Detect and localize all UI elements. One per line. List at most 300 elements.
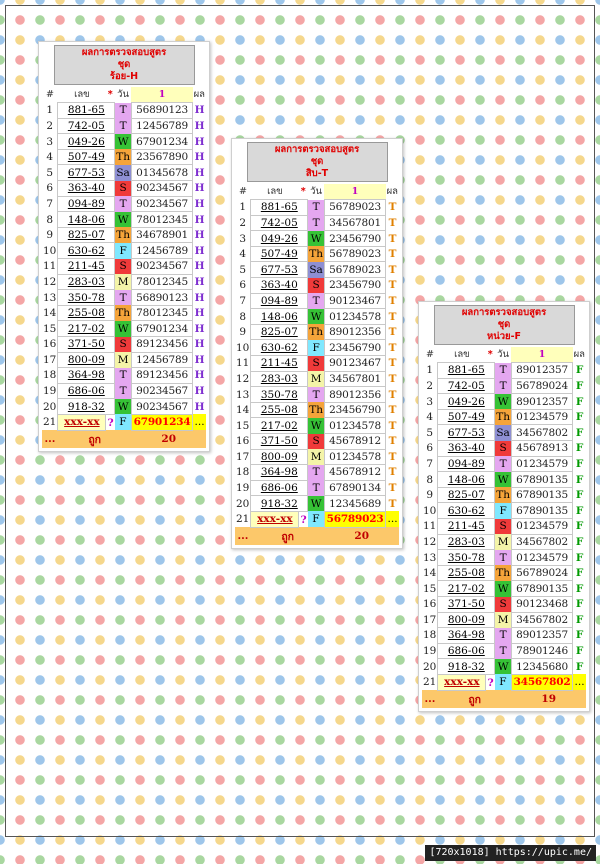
table-row (42, 149, 206, 165)
row-day: M (115, 274, 132, 290)
row-digits: 56789023 (324, 246, 385, 262)
row-day: T (495, 643, 512, 659)
row-digits: 67890135 (511, 487, 572, 503)
row-day: S (495, 597, 512, 613)
prediction-digits: 56789023 (324, 511, 385, 527)
row-number-link[interactable]: 211-45 (251, 356, 308, 372)
row-index: 16 (236, 435, 250, 448)
row-day: T (308, 387, 325, 403)
row-index: 20 (423, 660, 437, 673)
col-index-header: # (42, 87, 58, 103)
row-number-link[interactable]: 363-40 (58, 181, 115, 197)
row-digits: 56890123 (131, 103, 192, 119)
row-index: 10 (43, 244, 57, 257)
row-index: 8 (46, 213, 54, 226)
row-digits: 56789023 (324, 262, 385, 278)
row-number-link[interactable]: 825-07 (251, 324, 308, 340)
row-result: H (194, 369, 205, 382)
table-row (42, 368, 206, 384)
row-result: F (575, 613, 584, 626)
row-day: W (495, 581, 512, 597)
row-index: 3 (46, 135, 54, 148)
row-digits: 67890134 (324, 480, 385, 496)
row-index: 6 (239, 279, 247, 292)
row-number-link[interactable]: 825-07 (58, 227, 115, 243)
row-index: 19 (236, 482, 250, 495)
col-one-header: 1 (131, 87, 192, 103)
row-index: 3 (239, 232, 247, 245)
row-digits: 78012345 (131, 212, 192, 228)
summary-row (235, 527, 399, 545)
row-number-link[interactable]: 364-98 (58, 368, 115, 384)
row-index: 17 (236, 450, 250, 463)
row-digits: 90234567 (131, 181, 192, 197)
table-row (422, 487, 586, 503)
row-index: 20 (43, 400, 57, 413)
col-day-header: วัน (495, 347, 512, 363)
col-index-header: # (422, 347, 438, 363)
row-result: T (388, 341, 397, 354)
row-index: 12 (236, 372, 250, 385)
row-number-link[interactable]: 507-49 (438, 409, 495, 425)
prediction-digits: 67901234 (131, 414, 192, 430)
row-number-link[interactable]: 363-40 (438, 441, 495, 457)
row-number-link[interactable]: 255-08 (251, 402, 308, 418)
row-result: H (194, 353, 205, 366)
row-index: 15 (43, 322, 57, 335)
row-digits: 67890135 (511, 581, 572, 597)
row-number-link[interactable]: 049-26 (58, 134, 115, 150)
row-number-link[interactable]: 686-06 (438, 643, 495, 659)
row-number-link[interactable]: 363-40 (251, 278, 308, 294)
table-row (42, 352, 206, 368)
row-result: T (388, 232, 397, 245)
row-day: S (495, 519, 512, 535)
col-day-header: วัน (308, 184, 325, 200)
row-digits: 90234567 (131, 196, 192, 212)
row-day: T (495, 628, 512, 644)
summary-dots: ... (422, 690, 438, 708)
row-number-link[interactable]: 686-06 (58, 383, 115, 399)
row-result: F (575, 426, 584, 439)
row-digits: 23456790 (324, 278, 385, 294)
row-index: 7 (426, 457, 434, 470)
row-result: H (194, 135, 205, 148)
row-result: H (194, 104, 205, 117)
row-number-link[interactable]: 211-45 (438, 519, 495, 535)
row-digits: 89123456 (131, 337, 192, 353)
row-number-link[interactable]: 918-32 (438, 659, 495, 675)
row-index: 13 (423, 551, 437, 564)
table-row (422, 628, 586, 644)
row-index: 5 (239, 263, 247, 276)
row-day: M (495, 612, 512, 628)
row-day: Th (116, 229, 130, 242)
card-set-name: หน่วย-F (486, 331, 522, 342)
row-number-link[interactable]: 094-89 (251, 293, 308, 309)
row-index: 14 (43, 307, 57, 320)
card-set-name: ร้อย-H (109, 71, 139, 82)
row-number-link[interactable]: 800-09 (438, 612, 495, 628)
row-digits: 89012356 (324, 324, 385, 340)
summary-dots: ... (235, 527, 251, 545)
row-digits: 01234579 (511, 409, 572, 425)
prediction-index: 21 (423, 676, 437, 689)
row-day: M (308, 449, 325, 465)
row-day: T (115, 383, 132, 399)
row-digits: 56789024 (511, 378, 572, 394)
row-result: T (388, 450, 397, 463)
prediction-number[interactable]: xxx-xx (251, 511, 299, 527)
row-number-link[interactable]: 049-26 (438, 394, 495, 410)
card-set-label: ชุด (497, 319, 511, 330)
row-day: S (495, 441, 512, 457)
row-result: H (194, 213, 205, 226)
row-result: F (575, 411, 584, 424)
row-number-link[interactable]: 686-06 (251, 480, 308, 496)
row-result: T (388, 294, 397, 307)
table-row (235, 480, 399, 496)
table-row (42, 321, 206, 337)
row-number-link[interactable]: 742-05 (438, 378, 495, 394)
row-day: T (308, 480, 325, 496)
row-digits: 90123468 (511, 597, 572, 613)
row-result: T (388, 310, 397, 323)
row-day: W (115, 399, 132, 415)
row-result: H (194, 385, 205, 398)
row-number-link[interactable]: 255-08 (58, 305, 115, 321)
row-day: S (115, 259, 132, 275)
row-index: 1 (46, 104, 54, 117)
row-result: F (575, 535, 584, 548)
row-digits: 12456789 (131, 352, 192, 368)
table-row (235, 465, 399, 481)
row-number-link[interactable]: 371-50 (438, 597, 495, 613)
row-index: 2 (426, 379, 434, 392)
row-digits: 34567802 (511, 534, 572, 550)
row-digits: 67901234 (131, 134, 192, 150)
row-number-link[interactable]: 677-53 (438, 425, 495, 441)
row-result: T (388, 435, 397, 448)
table-header-row (42, 87, 206, 103)
row-day: Sa (309, 263, 323, 276)
prediction-more: ... (574, 676, 585, 689)
row-day: W (495, 472, 512, 488)
row-number-link[interactable]: 881-65 (251, 200, 308, 216)
row-digits: 78012345 (131, 274, 192, 290)
row-day: Sa (116, 166, 130, 179)
col-one-header: 1 (511, 347, 572, 363)
row-number-link[interactable]: 742-05 (58, 118, 115, 134)
row-index: 9 (239, 326, 247, 339)
row-day: Sa (496, 426, 510, 439)
row-number-link[interactable]: 800-09 (58, 352, 115, 368)
prediction-day: F (115, 414, 132, 430)
row-result: F (575, 551, 584, 564)
table-header-row (422, 347, 586, 363)
row-number-link[interactable]: 217-02 (251, 418, 308, 434)
table-row (235, 449, 399, 465)
table-row (422, 472, 586, 488)
results-table (422, 347, 586, 708)
row-result: H (194, 166, 205, 179)
table-row (42, 181, 206, 197)
row-result: F (575, 629, 584, 642)
row-number-link[interactable]: 371-50 (251, 434, 308, 450)
card-set-label: ชุด (310, 156, 324, 167)
row-result: H (194, 229, 205, 242)
row-number-link[interactable]: 094-89 (58, 196, 115, 212)
row-number-link[interactable]: 283-03 (251, 371, 308, 387)
row-digits: 89012357 (511, 628, 572, 644)
prediction-index: 21 (236, 513, 250, 526)
row-digits: 67890135 (511, 472, 572, 488)
table-row (42, 290, 206, 306)
row-number-link[interactable]: 507-49 (58, 149, 115, 165)
row-number-link[interactable]: 364-98 (251, 465, 308, 481)
prediction-row (235, 511, 399, 527)
col-result-header: ผล (573, 347, 586, 363)
row-index: 11 (423, 520, 437, 533)
row-number-link[interactable]: 630-62 (251, 340, 308, 356)
row-number-link[interactable]: 881-65 (438, 363, 495, 379)
table-row (42, 383, 206, 399)
row-index: 2 (239, 216, 247, 229)
row-result: H (194, 400, 205, 413)
table-row (235, 278, 399, 294)
row-result: H (194, 275, 205, 288)
row-day: W (308, 496, 325, 512)
row-index: 2 (46, 119, 54, 132)
row-digits: 34567801 (324, 371, 385, 387)
row-number-link[interactable]: 350-78 (438, 550, 495, 566)
row-digits: 01234579 (511, 550, 572, 566)
row-number-link[interactable]: 364-98 (438, 628, 495, 644)
row-digits: 90234567 (131, 383, 192, 399)
col-star-header: * (486, 347, 495, 363)
row-digits: 01234579 (511, 519, 572, 535)
row-number-link[interactable]: 918-32 (251, 496, 308, 512)
row-index: 9 (426, 489, 434, 502)
prediction-index: 21 (43, 416, 57, 429)
prediction-row (422, 674, 586, 690)
row-digits: 12345680 (511, 659, 572, 675)
row-result: F (575, 364, 584, 377)
table-row (235, 246, 399, 262)
prediction-unknown-mark: ? (300, 513, 307, 526)
row-number-link[interactable]: 350-78 (58, 290, 115, 306)
row-day: F (495, 503, 512, 519)
row-index: 19 (43, 385, 57, 398)
row-index: 16 (43, 338, 57, 351)
row-result: F (575, 379, 584, 392)
table-row (235, 496, 399, 512)
row-number-link[interactable]: 094-89 (438, 456, 495, 472)
row-index: 16 (423, 598, 437, 611)
row-day: Th (309, 404, 323, 417)
table-row (422, 409, 586, 425)
table-row (422, 643, 586, 659)
row-day: T (115, 290, 132, 306)
row-day: S (308, 356, 325, 372)
row-result: T (388, 216, 397, 229)
row-day: T (308, 200, 325, 216)
table-row (235, 434, 399, 450)
row-day: F (308, 340, 325, 356)
table-row (235, 371, 399, 387)
row-number-link[interactable]: 350-78 (251, 387, 308, 403)
table-row (235, 402, 399, 418)
table-row (422, 378, 586, 394)
row-day: M (308, 371, 325, 387)
row-number-link[interactable]: 283-03 (58, 274, 115, 290)
card-set-label: ชุด (117, 59, 131, 70)
row-number-link[interactable]: 211-45 (58, 259, 115, 275)
row-digits: 01234578 (324, 418, 385, 434)
summary-row (42, 430, 206, 448)
row-result: T (388, 357, 397, 370)
result-card-tens (231, 138, 403, 549)
prediction-number[interactable]: xxx-xx (438, 674, 486, 690)
row-index: 1 (239, 201, 247, 214)
row-digits: 34567802 (511, 612, 572, 628)
col-result-header: ผล (193, 87, 206, 103)
row-number-link[interactable]: 049-26 (251, 231, 308, 247)
row-digits: 23456790 (324, 402, 385, 418)
row-digits: 78901246 (511, 643, 572, 659)
row-number-link[interactable]: 800-09 (251, 449, 308, 465)
table-row (42, 274, 206, 290)
col-one-header: 1 (324, 184, 385, 200)
row-digits: 34567802 (511, 425, 572, 441)
table-row (42, 196, 206, 212)
card-title: ผลการตรวจสอบสูตร (274, 144, 360, 155)
prediction-more: ... (194, 416, 205, 429)
table-row (42, 103, 206, 119)
row-result: H (194, 151, 205, 164)
row-number-link[interactable]: 148-06 (438, 472, 495, 488)
results-table (235, 184, 399, 545)
row-digits: 45678912 (324, 434, 385, 450)
row-day: S (308, 434, 325, 450)
table-row (42, 399, 206, 415)
col-number-header: เลข (251, 184, 299, 200)
summary-dots: ... (42, 430, 58, 448)
row-day: W (495, 659, 512, 675)
row-number-link[interactable]: 217-02 (58, 321, 115, 337)
row-index: 1 (426, 364, 434, 377)
row-day: T (308, 215, 325, 231)
result-card-units (418, 301, 590, 712)
row-day: W (115, 212, 132, 228)
row-result: F (575, 598, 584, 611)
row-number-link[interactable]: 217-02 (438, 581, 495, 597)
row-result: T (388, 466, 397, 479)
row-day: W (115, 134, 132, 150)
table-row (422, 534, 586, 550)
row-index: 18 (423, 629, 437, 642)
row-index: 6 (46, 182, 54, 195)
row-index: 17 (423, 613, 437, 626)
row-digits: 23567890 (131, 149, 192, 165)
table-row (42, 243, 206, 259)
row-digits: 23456790 (324, 231, 385, 247)
table-row (235, 200, 399, 216)
row-index: 6 (426, 442, 434, 455)
row-index: 13 (43, 291, 57, 304)
col-day-header: วัน (115, 87, 132, 103)
row-result: F (575, 457, 584, 470)
row-number-link[interactable]: 881-65 (58, 103, 115, 119)
row-day: F (115, 243, 132, 259)
card-set-name: สิบ-T (305, 168, 329, 179)
row-day: T (115, 368, 132, 384)
row-digits: 56890123 (131, 290, 192, 306)
result-card-hundreds (38, 41, 210, 452)
row-index: 10 (236, 341, 250, 354)
row-number-link[interactable]: 677-53 (251, 262, 308, 278)
row-digits: 01234578 (324, 309, 385, 325)
card-header (247, 142, 388, 182)
table-row (42, 134, 206, 150)
row-number-link[interactable]: 283-03 (438, 534, 495, 550)
row-digits: 45678913 (511, 441, 572, 457)
prediction-number[interactable]: xxx-xx (58, 414, 106, 430)
row-number-link[interactable]: 148-06 (58, 212, 115, 228)
row-index: 4 (46, 151, 54, 164)
table-row (235, 418, 399, 434)
row-result: T (388, 482, 397, 495)
row-digits: 89012357 (511, 363, 572, 379)
row-number-link[interactable]: 918-32 (58, 399, 115, 415)
row-digits: 12456789 (131, 118, 192, 134)
row-result: H (194, 307, 205, 320)
row-number-link[interactable]: 371-50 (58, 337, 115, 353)
row-result: T (388, 326, 397, 339)
row-number-link[interactable]: 148-06 (251, 309, 308, 325)
row-result: T (388, 279, 397, 292)
row-number-link[interactable]: 825-07 (438, 487, 495, 503)
row-index: 10 (423, 504, 437, 517)
row-result: H (194, 291, 205, 304)
table-row (235, 387, 399, 403)
row-day: T (115, 103, 132, 119)
row-digits: 01345678 (131, 165, 192, 181)
col-star-header: * (106, 87, 115, 103)
row-number-link[interactable]: 255-08 (438, 565, 495, 581)
row-index: 14 (236, 404, 250, 417)
table-row (42, 337, 206, 353)
summary-label: ถูก (251, 527, 325, 545)
col-star-header: * (299, 184, 308, 200)
row-index: 8 (239, 310, 247, 323)
row-number-link[interactable]: 677-53 (58, 165, 115, 181)
prediction-more: ... (387, 513, 398, 526)
row-number-link[interactable]: 507-49 (251, 246, 308, 262)
row-number-link[interactable]: 742-05 (251, 215, 308, 231)
table-row (422, 456, 586, 472)
prediction-unknown-mark: ? (487, 676, 494, 689)
row-day: Th (496, 567, 510, 580)
row-index: 11 (43, 260, 57, 273)
row-day: Th (116, 151, 130, 164)
row-day: Th (116, 307, 130, 320)
table-row (235, 340, 399, 356)
row-number-link[interactable]: 630-62 (58, 243, 115, 259)
row-day: T (495, 363, 512, 379)
row-number-link[interactable]: 630-62 (438, 503, 495, 519)
row-day: S (115, 181, 132, 197)
